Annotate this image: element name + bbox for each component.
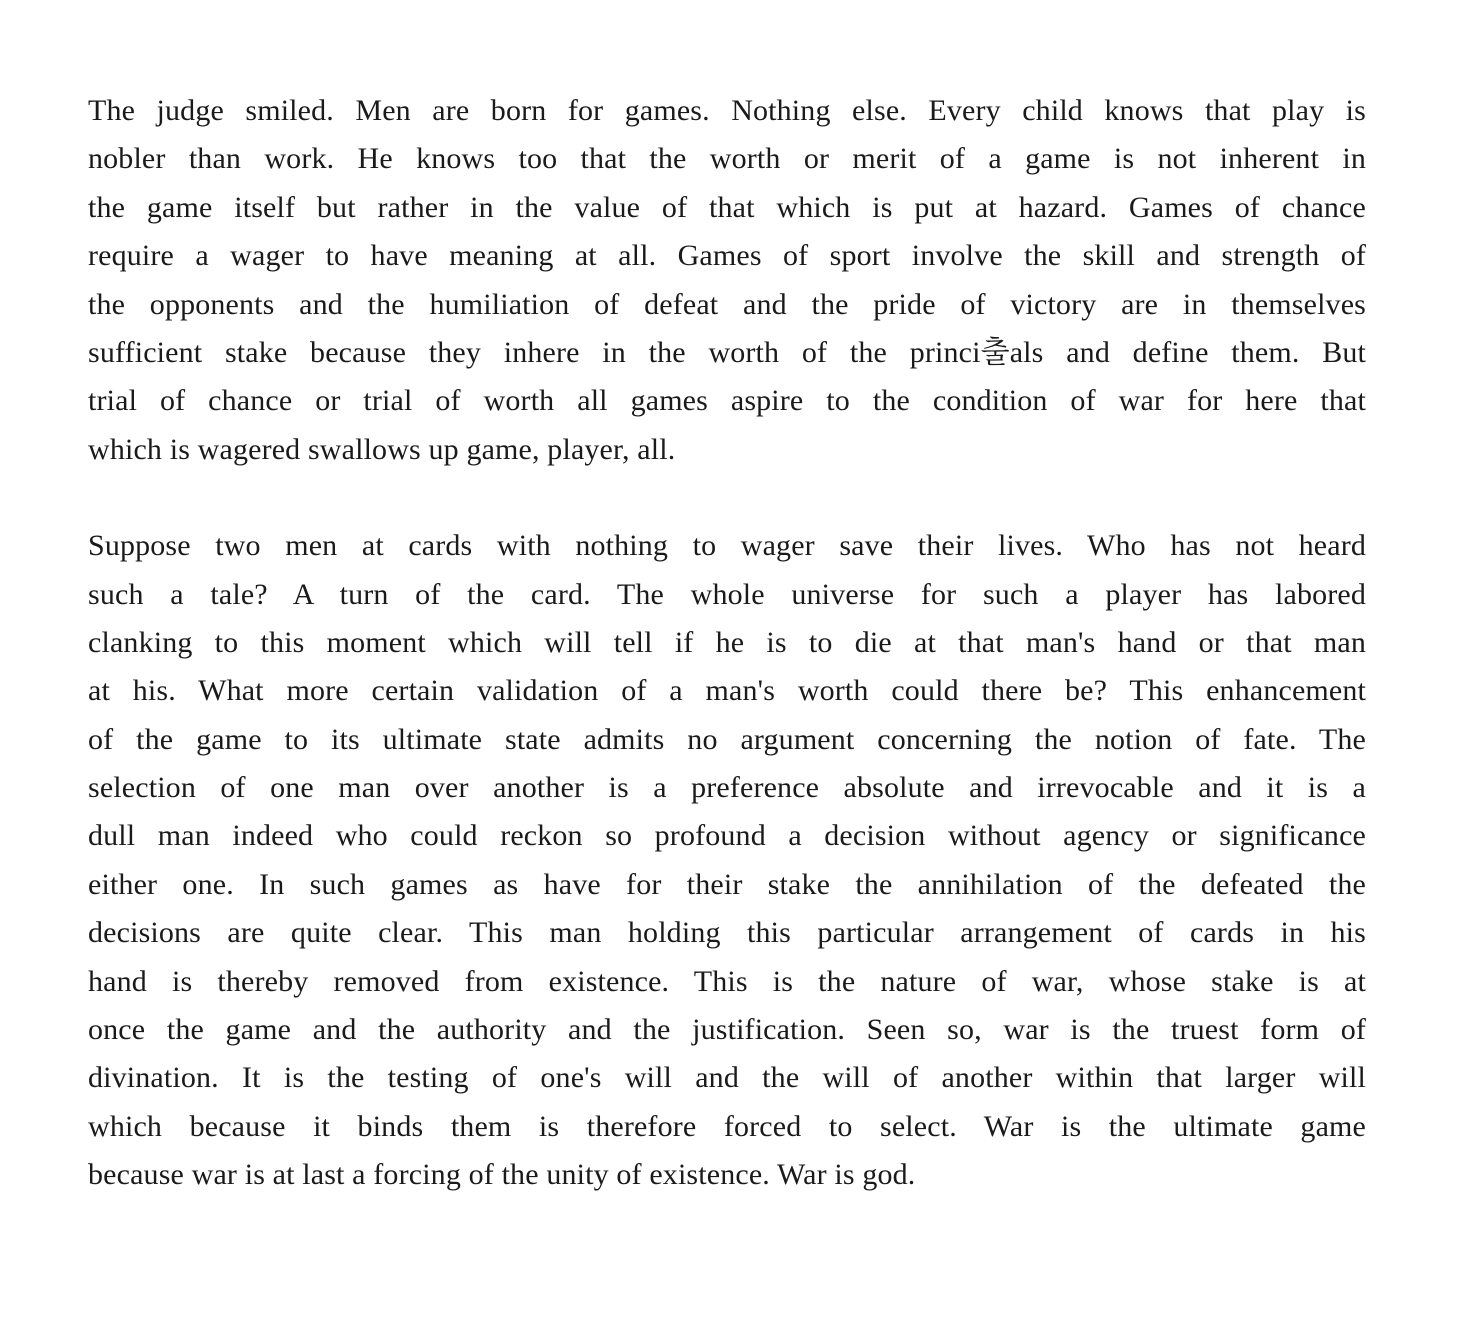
text-line: once the game and the authority and the justification. Seen so, war is the truest form of [88, 1013, 1366, 1047]
text-line: hand is thereby removed from existence. This is the nature of war, whose stake is at [88, 964, 1366, 998]
text-line: divination. It is the testing of one's will and the will of another within that larger will [88, 1061, 1366, 1095]
text-line: decisions are quite clear. This man holding this particular arrangement of cards in his [88, 916, 1366, 950]
paragraph-judge-speech-war [88, 522, 1366, 1199]
text-line: selection of one man over another is a preference absolute and irrevocable and it is a [88, 771, 1366, 805]
document-page [88, 87, 1366, 1200]
text-line: either one. In such games as have for their stake the annihilation of the defeated the [88, 867, 1366, 901]
text-line: sufficient stake because they inhere in the worth of the princi출als and define them. But [88, 335, 1366, 369]
text-line: of the game to its ultimate state admits no argument concerning the notion of fate. The [88, 722, 1366, 756]
text-line: clanking to this moment which will tell if he is to die at that man's hand or that man [88, 625, 1366, 659]
text-line: nobler than work. He knows too that the worth or merit of a game is not inherent in [88, 142, 1366, 176]
text-line: at his. What more certain validation of a man's worth could there be? This enhancement [88, 674, 1366, 708]
text-line: require a wager to have meaning at all. Games of sport involve the skill and strength of [88, 239, 1366, 273]
text-line: Suppose two men at cards with nothing to wager save their lives. Who has not heard [88, 529, 1366, 563]
text-line: which is wagered swallows up game, player, all. [88, 432, 676, 466]
text-line: the opponents and the humiliation of defeat and the pride of victory are in themselves [88, 287, 1366, 321]
text-line: dull man indeed who could reckon so profound a decision without agency or significance [88, 819, 1366, 853]
text-line: the game itself but rather in the value of that which is put at hazard. Games of chance [88, 190, 1366, 224]
paragraph-judge-speech-games [88, 87, 1366, 474]
text-line: which because it binds them is therefore forced to select. War is the ultimate game [88, 1109, 1366, 1143]
text-line: trial of chance or trial of worth all games aspire to the condition of war for here that [88, 384, 1366, 418]
text-line: The judge smiled. Men are born for games. Nothing else. Every child knows that play is [88, 94, 1366, 127]
text-line: such a tale? A turn of the card. The whole universe for such a player has labored [88, 577, 1366, 611]
text-line: because war is at last a forcing of the unity of existence. War is god. [88, 1158, 916, 1192]
